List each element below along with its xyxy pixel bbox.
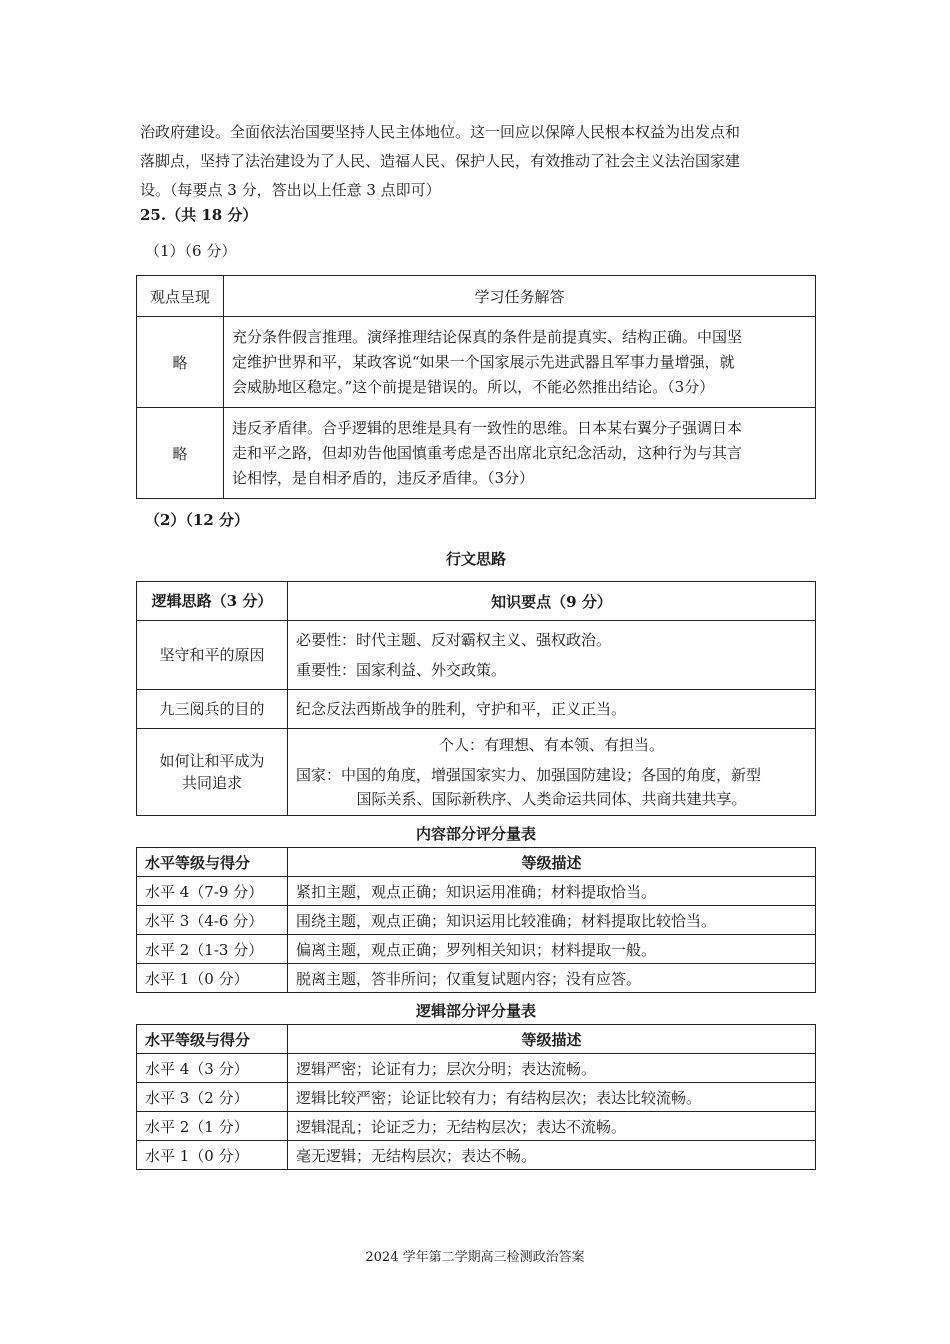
point-line: 个人：有理想、有本领、有担当。 xyxy=(438,736,664,754)
point-line: 必要性：时代主题、反对霸权主义、强权政治。 xyxy=(296,631,612,649)
content-rubric-title: 内容部分评分量表 xyxy=(415,825,536,843)
table-row xyxy=(137,317,816,408)
points-cell xyxy=(288,690,816,729)
answer-cell xyxy=(224,317,816,408)
idea-line: 如何让和平成为 xyxy=(159,752,265,770)
header-description: 等级描述 xyxy=(288,1025,816,1054)
header-logic-idea: 逻辑思路（3 分） xyxy=(137,582,288,621)
description-cell: 脱离主题，答非所问；仅重复试题内容；没有应答。 xyxy=(288,964,816,993)
points-cell xyxy=(288,729,816,816)
points-cell xyxy=(288,621,816,690)
intro-line: 治政府建设。全面依法治国要坚持人民主体地位。这一回应以保障人民根本权益为出发点和 xyxy=(140,123,741,141)
part-1-answer-table xyxy=(136,275,816,499)
outline-title: 行文思路 xyxy=(445,550,506,568)
level-cell: 水平 2（1 分） xyxy=(137,1112,288,1141)
table-header-row xyxy=(137,848,816,877)
content-rubric-table xyxy=(136,847,816,993)
point-line: 重要性：国家利益、外交政策。 xyxy=(296,661,507,679)
description-cell: 逻辑比较严密；论证比较有力；有结构层次；表达比较流畅。 xyxy=(288,1083,816,1112)
table-row xyxy=(137,1054,816,1083)
answer-line: 违反矛盾律。合乎逻辑的思维是具有一致性的思维。日本某右翼分子强调日本 xyxy=(232,418,743,437)
answer-line: 会威胁地区稳定。”这个前提是错误的。所以，不能必然推出结论。（3分） xyxy=(232,377,715,396)
view-cell: 略 xyxy=(137,317,224,408)
level-cell: 水平 2（1-3 分） xyxy=(137,935,288,964)
point-line: 国家：中国的角度，增强国家实力、加强国防建设；各国的角度，新型 xyxy=(296,766,762,784)
table-row xyxy=(137,690,816,729)
description-cell: 逻辑混乱；论证乏力；无结构层次；表达不流畅。 xyxy=(288,1112,816,1141)
intro-line: 设。（每要点 3 分，答出以上任意 3 点即可） xyxy=(140,181,441,199)
answer-cell xyxy=(224,408,816,499)
idea-cell: 坚守和平的原因 xyxy=(137,621,288,690)
outline-table xyxy=(136,581,816,816)
table-header-row xyxy=(137,1025,816,1054)
part-2-label: （2）（12 分） xyxy=(145,511,250,529)
point-line: 纪念反法西斯战争的胜利，守护和平，正义正当。 xyxy=(296,700,627,718)
description-cell: 偏离主题，观点正确；罗列相关知识；材料提取一般。 xyxy=(288,935,816,964)
table-header-row xyxy=(137,276,816,317)
point-line: 国际关系、国际新秩序、人类命运共同体、共商共建共享。 xyxy=(356,790,747,808)
table-header-row xyxy=(137,582,816,621)
level-cell: 水平 4（3 分） xyxy=(137,1054,288,1083)
intro-line: 落脚点，坚持了法治建设为了人民、造福人民、保护人民，有效推动了社会主义法治国家建 xyxy=(140,152,741,170)
table-row xyxy=(137,906,816,935)
level-cell: 水平 3（2 分） xyxy=(137,1083,288,1112)
answer-line: 走和平之路，但却劝告他国慎重考虑是否出席北京纪念活动，这种行为与其言 xyxy=(232,443,743,462)
intro-paragraph xyxy=(140,118,820,205)
idea-cell: 九三阅兵的目的 xyxy=(137,690,288,729)
table-row xyxy=(137,729,816,816)
idea-line: 共同追求 xyxy=(181,774,242,792)
level-cell: 水平 1（0 分） xyxy=(137,964,288,993)
table-row xyxy=(137,1112,816,1141)
idea-cell xyxy=(137,729,288,816)
table-row xyxy=(137,935,816,964)
table-row xyxy=(137,964,816,993)
header-level: 水平等级与得分 xyxy=(137,848,288,877)
header-description: 等级描述 xyxy=(288,848,816,877)
header-knowledge-points: 知识要点（9 分） xyxy=(288,582,816,621)
table-row xyxy=(137,621,816,690)
question-25-heading: 25.（共 18 分） xyxy=(140,206,258,224)
table-row xyxy=(137,1083,816,1112)
header-task-answer: 学习任务解答 xyxy=(224,276,816,317)
header-level: 水平等级与得分 xyxy=(137,1025,288,1054)
level-cell: 水平 4（7-9 分） xyxy=(137,877,288,906)
level-cell: 水平 1（0 分） xyxy=(137,1141,288,1170)
header-view: 观点呈现 xyxy=(137,276,224,317)
page-footer: 2024 学年第二学期高三检测政治答案 xyxy=(365,1250,585,1265)
logic-rubric-table xyxy=(136,1024,816,1170)
answer-line: 充分条件假言推理。演绎推理结论保真的条件是前提真实、结构正确。中国坚 xyxy=(232,327,743,346)
view-cell: 略 xyxy=(137,408,224,499)
table-row xyxy=(137,877,816,906)
answer-line: 论相悖，是自相矛盾的，违反矛盾律。（3分） xyxy=(232,468,535,487)
table-row xyxy=(137,1141,816,1170)
level-cell: 水平 3（4-6 分） xyxy=(137,906,288,935)
description-cell: 毫无逻辑；无结构层次；表达不畅。 xyxy=(288,1141,816,1170)
part-1-label: （1）（6 分） xyxy=(145,242,237,260)
answer-line: 定维护世界和平，某政客说“如果一个国家展示先进武器且军事力量增强，就 xyxy=(232,352,735,371)
table-row xyxy=(137,408,816,499)
description-cell: 逻辑严密；论证有力；层次分明；表达流畅。 xyxy=(288,1054,816,1083)
logic-rubric-title: 逻辑部分评分量表 xyxy=(415,1002,536,1020)
description-cell: 紧扣主题，观点正确；知识运用准确；材料提取恰当。 xyxy=(288,877,816,906)
description-cell: 围绕主题，观点正确；知识运用比较准确；材料提取比较恰当。 xyxy=(288,906,816,935)
